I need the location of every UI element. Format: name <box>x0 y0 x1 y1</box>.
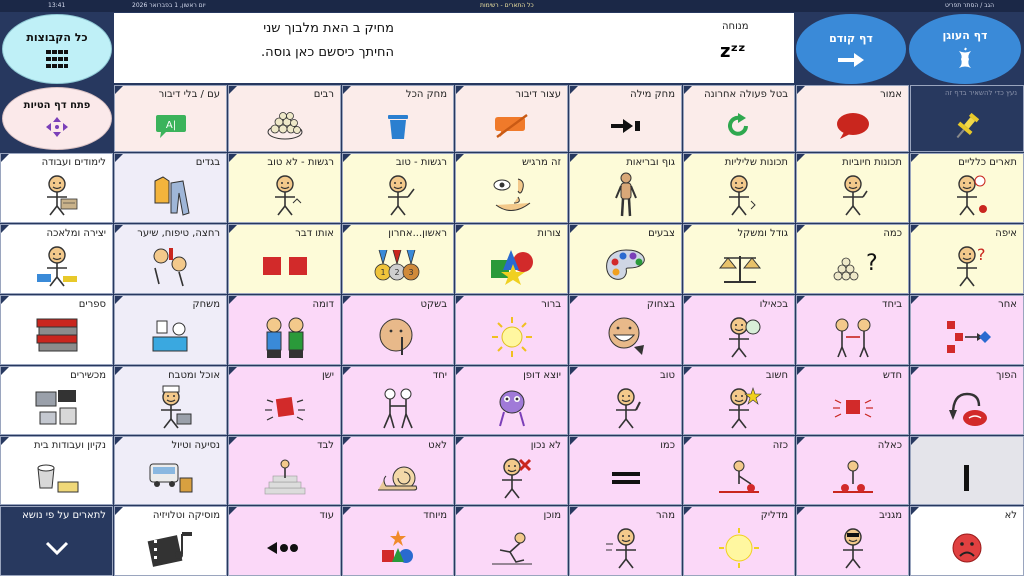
cell-kitchen[interactable] <box>114 366 227 435</box>
cell-devices[interactable] <box>0 366 113 435</box>
music-tv-icon <box>115 523 226 573</box>
devices-icon <box>1 383 112 432</box>
cell-label: מדליק <box>760 510 788 521</box>
cell-label: נקיון ועבודות בית <box>34 440 106 451</box>
folder-corner-marker <box>684 437 692 445</box>
cell-no[interactable] <box>910 506 1024 576</box>
medals-icon <box>343 241 453 291</box>
cell-label: בצחוק <box>646 299 675 310</box>
shapes-icon <box>456 241 567 291</box>
game-icon <box>115 312 226 362</box>
new-icon <box>797 383 908 432</box>
cell-more[interactable] <box>228 506 341 576</box>
clothes-icon <box>115 170 226 220</box>
awesome-icon <box>797 523 908 573</box>
like-this-icon <box>684 453 794 502</box>
speech-ai-icon <box>115 102 226 149</box>
cell-label: מיוחד <box>423 510 447 521</box>
cell-label: מכשירים <box>70 370 106 381</box>
folder-corner-marker <box>570 154 578 162</box>
cell-label: אוכל ומטבח <box>168 370 220 381</box>
body-icon <box>570 170 681 220</box>
undo-icon <box>684 102 794 149</box>
folder-corner-marker <box>911 296 919 304</box>
cell-where[interactable] <box>910 224 1024 294</box>
folder-corner-marker <box>911 507 919 515</box>
folder-corner-marker <box>797 437 805 445</box>
svg-text:1: 1 <box>380 268 386 277</box>
cell-game[interactable] <box>114 295 227 365</box>
cell-similar[interactable] <box>228 295 341 365</box>
cell-label: צורות <box>537 228 561 239</box>
cell-label: יחד <box>432 370 447 381</box>
good-icon <box>570 383 681 432</box>
folder-corner-marker <box>456 86 464 94</box>
apple-core-icon <box>956 48 974 70</box>
folder-corner-marker <box>684 86 692 94</box>
cell-positive-traits[interactable] <box>796 153 909 223</box>
folder-corner-marker <box>570 507 578 515</box>
cell-fast[interactable] <box>569 506 682 576</box>
cell-label: עם / בלי דיבור <box>158 89 220 100</box>
other-icon <box>911 312 1023 362</box>
status-date: יום ראשון, 1 בפברואר 2026 <box>132 2 206 9</box>
folder-corner-marker <box>343 437 351 445</box>
cell-travel[interactable] <box>114 436 227 505</box>
cell-label: משחק <box>192 299 220 310</box>
fast-icon <box>570 523 681 573</box>
cell-books[interactable] <box>0 295 113 365</box>
study-icon <box>1 170 112 220</box>
open-drawer-button[interactable] <box>2 87 112 150</box>
general-adjectives-icon <box>911 170 1023 220</box>
cell-medals[interactable] <box>342 224 454 294</box>
ready-icon <box>456 523 567 573</box>
cell-label: לא <box>1004 510 1017 521</box>
cell-new[interactable] <box>796 366 909 435</box>
cell-delete-word[interactable] <box>569 85 682 152</box>
special-icon <box>343 523 453 573</box>
cell-quiet[interactable] <box>342 295 454 365</box>
cell-label: מוכן <box>543 510 561 521</box>
cell-label: אמור <box>880 89 902 100</box>
cell-label: בשקט <box>420 299 447 310</box>
folder-corner-marker <box>456 154 464 162</box>
cell-label: ביחד <box>881 299 902 310</box>
cell-label: ישן <box>321 370 334 381</box>
cell-together[interactable] <box>796 295 909 365</box>
cell-speech-ai[interactable] <box>114 85 227 152</box>
folder-corner-marker <box>456 437 464 445</box>
cell-how-many[interactable] <box>796 224 909 294</box>
cell-cool[interactable] <box>683 506 795 576</box>
stop-speech-icon <box>456 102 567 149</box>
folder-corner-marker <box>115 296 123 304</box>
folder-corner-marker <box>684 367 692 375</box>
cell-label: נסיעה וטיול <box>171 440 220 451</box>
folder-corner-marker <box>229 437 237 445</box>
cell-label: רבים <box>313 89 334 100</box>
cell-label: יוצא דופן <box>523 370 561 381</box>
cell-label: תכונות חיוביות <box>842 157 902 168</box>
home-page-label: דף העוגן <box>942 28 988 42</box>
cell-senses[interactable] <box>455 153 568 223</box>
how-many-icon <box>797 241 908 291</box>
cell-same-squares[interactable] <box>228 224 341 294</box>
cell-clear[interactable] <box>455 295 568 365</box>
cell-music-tv[interactable] <box>114 506 227 576</box>
cell-negative-traits[interactable] <box>683 153 795 223</box>
cell-label: אותו דבר <box>295 228 334 239</box>
pin-icon <box>911 102 1023 149</box>
cell-label: זה מרגיש <box>521 157 561 168</box>
cell-label: ראשון...אחרון <box>388 228 447 239</box>
folder-corner-marker <box>684 225 692 233</box>
cell-equals[interactable] <box>569 436 682 505</box>
folder-corner-marker <box>229 86 237 94</box>
folder-corner-marker <box>570 367 578 375</box>
cell-body[interactable] <box>569 153 682 223</box>
folder-corner-marker <box>229 507 237 515</box>
unusual-icon <box>456 383 567 432</box>
no-icon <box>911 523 1023 573</box>
chevron-down-icon <box>1 523 112 573</box>
status-bar <box>0 0 1024 12</box>
folder-corner-marker <box>343 225 351 233</box>
similar-icon <box>229 312 340 362</box>
cell-with[interactable] <box>342 366 454 435</box>
cell-label: כזה <box>772 440 788 451</box>
folder-corner-marker <box>1 225 9 233</box>
cell-label: חשוב <box>765 370 788 381</box>
cell-opposite[interactable] <box>910 366 1024 435</box>
cell-pretend[interactable] <box>683 295 795 365</box>
folder-corner-marker <box>115 86 123 94</box>
cell-cleaning[interactable] <box>0 436 113 505</box>
more-icon <box>229 523 340 573</box>
cell-label: לבד <box>317 440 334 451</box>
cell-label: ספרים <box>78 299 106 310</box>
important-icon <box>684 383 794 432</box>
crafts-icon <box>1 241 112 291</box>
message-line-1: מחיק ב האת מלבוך שני <box>263 21 394 36</box>
cell-label: עוד <box>319 510 334 521</box>
folder-corner-marker <box>456 296 464 304</box>
cell-special[interactable] <box>342 506 454 576</box>
cell-shapes[interactable] <box>455 224 568 294</box>
equals-icon <box>570 453 681 502</box>
message-window[interactable] <box>114 13 794 83</box>
cell-awesome[interactable] <box>796 506 909 576</box>
such-icon <box>797 453 908 502</box>
feeling-good-icon <box>343 170 453 220</box>
message-line-2: החיתך כיסשם כאן גוסה. <box>261 45 394 60</box>
folder-corner-marker <box>115 437 123 445</box>
cell-crafts[interactable] <box>0 224 113 294</box>
arrow-right-icon <box>838 53 864 67</box>
senses-icon <box>456 170 567 220</box>
cell-label: טוב <box>660 370 675 381</box>
folder-corner-marker <box>456 507 464 515</box>
wrong-icon <box>456 453 567 502</box>
grid-icon <box>46 50 68 68</box>
grooming-icon <box>115 241 226 291</box>
cell-label: מחק מילה <box>630 89 675 100</box>
cell-grooming[interactable] <box>114 224 227 294</box>
cool-icon <box>684 523 794 573</box>
positive-traits-icon <box>797 170 908 220</box>
cell-ready[interactable] <box>455 506 568 576</box>
cell-unusual[interactable] <box>455 366 568 435</box>
where-icon <box>911 241 1023 291</box>
cell-palette[interactable] <box>569 224 682 294</box>
cell-such[interactable] <box>796 436 909 505</box>
status-title: כל התארים - רשימות <box>480 2 534 9</box>
delete-word-icon <box>570 102 681 149</box>
cell-good[interactable] <box>569 366 682 435</box>
folder-corner-marker <box>229 367 237 375</box>
cell-label: כמו <box>660 440 675 451</box>
cell-chevron-down[interactable] <box>0 506 113 576</box>
cell-label: מגניב <box>879 510 902 521</box>
travel-icon <box>115 453 226 502</box>
folder-corner-marker <box>229 225 237 233</box>
cell-like-this[interactable] <box>683 436 795 505</box>
scale-icon <box>684 241 794 291</box>
cell-label: ברור <box>541 299 561 310</box>
folder-corner-marker <box>115 154 123 162</box>
open-drawer-label: פתח דף הטיות <box>23 100 91 111</box>
folder-corner-marker <box>343 367 351 375</box>
cell-label: מחק הכל <box>405 89 447 100</box>
cell-label: עצור דיבור <box>515 89 561 100</box>
folder-corner-marker <box>684 296 692 304</box>
cell-feeling-good[interactable] <box>342 153 454 223</box>
cell-label: איפה <box>995 228 1017 239</box>
folder-corner-marker <box>343 296 351 304</box>
cell-slow[interactable] <box>342 436 454 505</box>
cell-feeling-bad[interactable] <box>228 153 341 223</box>
prev-page-button[interactable] <box>796 14 906 84</box>
cell-label: תכונות שליליות <box>724 157 788 168</box>
cell-important[interactable] <box>683 366 795 435</box>
folder-corner-marker <box>911 437 919 445</box>
all-groups-button[interactable] <box>2 14 112 84</box>
cell-pin[interactable] <box>910 85 1024 152</box>
folder-corner-marker <box>797 86 805 94</box>
negative-traits-icon <box>684 170 794 220</box>
svg-text:3: 3 <box>408 268 414 277</box>
folder-corner-marker <box>229 154 237 162</box>
cell-wrong[interactable] <box>455 436 568 505</box>
cell-label: רחצה, טיפוח, שיער <box>137 228 220 239</box>
cleaning-icon <box>1 453 112 502</box>
folder-corner-marker <box>570 225 578 233</box>
cell-label: כאלה <box>877 440 902 451</box>
cell-many-balls[interactable] <box>228 85 341 152</box>
clear-icon <box>456 312 567 362</box>
folder-corner-marker <box>115 225 123 233</box>
folder-corner-marker <box>797 296 805 304</box>
cell-other[interactable] <box>910 295 1024 365</box>
message-word: מנוחה <box>722 21 749 32</box>
cell-trash[interactable] <box>342 85 454 152</box>
folder-corner-marker <box>343 154 351 162</box>
same-squares-icon <box>229 241 340 291</box>
svg-text:A|: A| <box>165 119 176 131</box>
folder-corner-marker <box>797 225 805 233</box>
folder-corner-marker <box>343 86 351 94</box>
old-icon <box>229 383 340 432</box>
cell-study[interactable] <box>0 153 113 223</box>
cell-bar[interactable] <box>910 436 1024 505</box>
prev-page-label: דף קודם <box>829 31 873 45</box>
feeling-bad-icon <box>229 170 340 220</box>
cell-label: לימודים ועבודה <box>41 157 106 168</box>
folder-corner-marker <box>1 367 9 375</box>
cell-speak-bubble[interactable] <box>796 85 909 152</box>
cell-label: בכאילו <box>759 299 788 310</box>
cell-label: לאט <box>428 440 447 451</box>
folder-corner-marker <box>1 437 9 445</box>
trash-icon <box>343 102 453 149</box>
folder-corner-marker <box>343 507 351 515</box>
folder-corner-marker <box>911 367 919 375</box>
cell-label: אחר <box>998 299 1017 310</box>
cell-label: בגדים <box>195 157 220 168</box>
palette-icon <box>570 241 681 291</box>
arrows-out-icon <box>46 117 68 137</box>
together-icon <box>797 312 908 362</box>
opposite-icon <box>911 383 1023 432</box>
home-page-button[interactable] <box>909 14 1021 84</box>
cell-label: גוף ובריאות <box>626 157 675 168</box>
slow-icon <box>343 453 453 502</box>
cell-alone[interactable] <box>228 436 341 505</box>
kitchen-icon <box>115 383 226 432</box>
folder-corner-marker <box>456 225 464 233</box>
sleep-zzz-icon: zᶻᶻ <box>720 41 746 62</box>
svg-text:2: 2 <box>394 268 400 277</box>
cell-label: תארים כלליים <box>958 157 1017 168</box>
joking-icon <box>570 312 681 362</box>
svg-text:?: ? <box>865 251 878 276</box>
cell-label: צבעים <box>648 228 675 239</box>
cell-label: הפוך <box>996 370 1017 381</box>
alone-icon <box>229 453 340 502</box>
speak-bubble-icon <box>797 102 908 149</box>
folder-corner-marker <box>797 367 805 375</box>
cell-old[interactable] <box>228 366 341 435</box>
folder-corner-marker <box>570 296 578 304</box>
cell-label: רגשות - טוב <box>395 157 447 168</box>
svg-text:?: ? <box>977 245 986 264</box>
pretend-icon <box>684 312 794 362</box>
bar-icon <box>911 453 1023 502</box>
folder-corner-marker <box>911 225 919 233</box>
cell-label: לתארים על פי נושא <box>22 510 106 521</box>
folder-corner-marker <box>1 507 9 515</box>
folder-corner-marker <box>911 86 919 94</box>
cell-label: בטל פעולה אחרונה <box>704 89 788 100</box>
folder-corner-marker <box>115 367 123 375</box>
folder-corner-marker <box>684 507 692 515</box>
cell-general-adjectives[interactable] <box>910 153 1024 223</box>
folder-corner-marker <box>570 437 578 445</box>
cell-joking[interactable] <box>569 295 682 365</box>
toggle-menu-link[interactable]: הגב / הסתר תפריט <box>944 2 994 9</box>
folder-corner-marker <box>1 296 9 304</box>
cell-label: רגשות - לא טוב <box>267 157 334 168</box>
folder-corner-marker <box>115 507 123 515</box>
cell-label: יצירה ומלאכה <box>46 228 106 239</box>
cell-label: גודל ומשקל <box>737 228 788 239</box>
folder-corner-marker <box>1 154 9 162</box>
folder-corner-marker <box>797 154 805 162</box>
folder-corner-marker <box>570 86 578 94</box>
quiet-icon <box>343 312 453 362</box>
cell-label: כמה <box>883 228 902 239</box>
cell-label: מהר <box>656 510 675 521</box>
folder-corner-marker <box>684 154 692 162</box>
cell-label: לא נכון <box>530 440 561 451</box>
all-groups-label: כל הקבוצות <box>26 30 88 44</box>
folder-corner-marker <box>456 367 464 375</box>
cell-label: מוסיקה וטלויזיה <box>152 510 220 521</box>
folder-corner-marker <box>229 296 237 304</box>
folder-corner-marker <box>911 154 919 162</box>
cell-label: דומה <box>312 299 334 310</box>
with-icon <box>343 383 453 432</box>
cell-undo[interactable] <box>683 85 795 152</box>
books-icon <box>1 312 112 362</box>
cell-clothes[interactable] <box>114 153 227 223</box>
many-balls-icon <box>229 102 340 149</box>
status-time: 13:41 <box>48 2 66 9</box>
cell-scale[interactable] <box>683 224 795 294</box>
folder-corner-marker <box>797 507 805 515</box>
cell-label: נעץ כדי להשאיר בדף זה <box>945 89 1017 97</box>
cell-stop-speech[interactable] <box>455 85 568 152</box>
cell-label: חדש <box>882 370 902 381</box>
